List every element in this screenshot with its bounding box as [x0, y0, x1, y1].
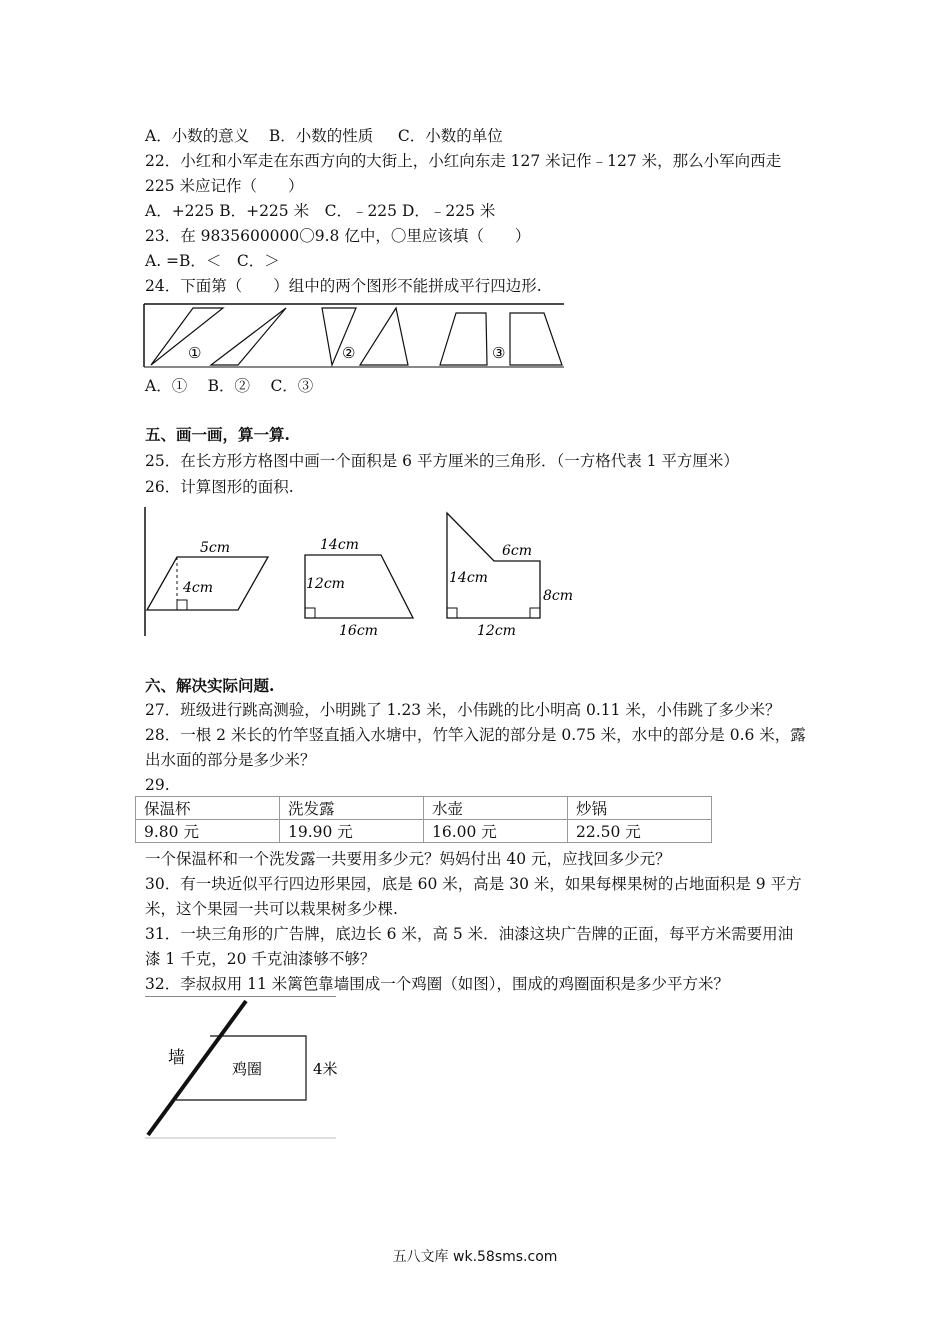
q29-price-table	[135, 796, 712, 843]
comp-left-label: 14cm	[449, 570, 488, 586]
table-header-cell: 炒锅	[568, 797, 712, 820]
q32-text: 32．李叔叔用 11 米篱笆靠墙围成一个鸡圈（如图），围成的鸡圈面积是多少平方米？	[145, 975, 730, 993]
q24-figure	[143, 303, 565, 369]
q30-text-line2: 米，这个果园一共可以栽果树多少棵.	[145, 900, 398, 918]
q24-text: 24．下面第（ ）组中的两个图形不能拼成平行四边形.	[145, 277, 542, 295]
q28-text-line1: 28．一根 2 米长的竹竿竖直插入水塘中，竹竿入泥的部分是 0.75 米，水中的部分是 0.6 米，露	[145, 726, 806, 744]
q21-options: A．小数的意义 B．小数的性质 C．小数的单位	[145, 127, 503, 145]
q29-number: 29.	[145, 776, 170, 794]
trap-top-label: 14cm	[320, 537, 359, 553]
page-footer: 五八文库 wk.58sms.com	[392, 1249, 558, 1265]
q24-options: A．① B．② C．③	[145, 377, 314, 395]
table-cell: 16.00 元	[424, 820, 568, 843]
trap-height-label: 12cm	[306, 576, 345, 592]
q25-text: 25．在长方形方格图中画一个面积是 6 平方厘米的三角形．（一方格代表 1 平方厘米）	[145, 452, 739, 470]
q32-figure	[143, 996, 343, 1141]
pen-label: 鸡圈	[232, 1060, 263, 1078]
table-row	[136, 797, 712, 820]
table-cell: 22.50 元	[568, 820, 712, 843]
para-top-label: 5cm	[200, 540, 231, 556]
q29-question: 一个保温杯和一个洗发露一共要用多少元？妈妈付出 40 元，应找回多少元？	[145, 850, 671, 868]
side-length-label: 4米	[313, 1060, 338, 1078]
section6-title: 六、解决实际问题.	[145, 676, 275, 695]
comp-right-label: 8cm	[543, 588, 574, 604]
q22-options: A．+225 B．+225 米 C．﹣225 D．﹣225 米	[145, 202, 496, 220]
q27-text: 27．班级进行跳高测验，小明跳了 1.23 米，小伟跳的比小明高 0.11 米，小伟跳了多少米？	[145, 701, 781, 719]
table-header-cell: 保温杯	[136, 797, 280, 820]
q24-label-3: ③	[492, 344, 506, 362]
q23-text: 23．在 9835600000〇9.8 亿中，〇里应该填（ ）	[145, 227, 531, 245]
q28-text-line2: 出水面的部分是多少米？	[145, 751, 316, 769]
q26-text: 26．计算图形的面积.	[145, 478, 294, 496]
table-cell: 9.80 元	[136, 820, 280, 843]
q22-text-line1: 22．小红和小军走在东西方向的大街上，小红向东走 127 米记作﹣127 米，那么小军向西走	[145, 152, 782, 170]
q24-label-1: ①	[188, 344, 202, 362]
q22-text-line2: 225 米应记作（ ）	[145, 177, 304, 195]
q31-text-line1: 31．一块三角形的广告牌，底边长 6 米，高 5 米．油漆这块广告牌的正面，每平方米需要用油	[145, 925, 794, 943]
q31-text-line2: 漆 1 千克，20 千克油漆够不够？	[145, 950, 376, 968]
trap-bottom-label: 16cm	[339, 623, 378, 637]
para-height-label: 4cm	[183, 580, 214, 596]
q24-label-2: ②	[342, 344, 356, 362]
comp-bottom-label: 12cm	[477, 623, 516, 637]
q26-figure	[143, 505, 579, 637]
section5-title: 五、画一画，算一算.	[145, 425, 290, 444]
table-header-cell: 洗发露	[280, 797, 424, 820]
wall-label: 墙	[168, 1048, 185, 1068]
q23-options: A. =B．＜ C．＞	[145, 252, 280, 270]
q30-text-line1: 30．有一块近似平行四边形果园，底是 60 米，高是 30 米，如果每棵果树的占地面积是 9 平方	[145, 875, 802, 893]
table-row	[136, 820, 712, 843]
comp-slant-label: 6cm	[502, 543, 533, 559]
table-header-cell: 水壶	[424, 797, 568, 820]
table-cell: 19.90 元	[280, 820, 424, 843]
